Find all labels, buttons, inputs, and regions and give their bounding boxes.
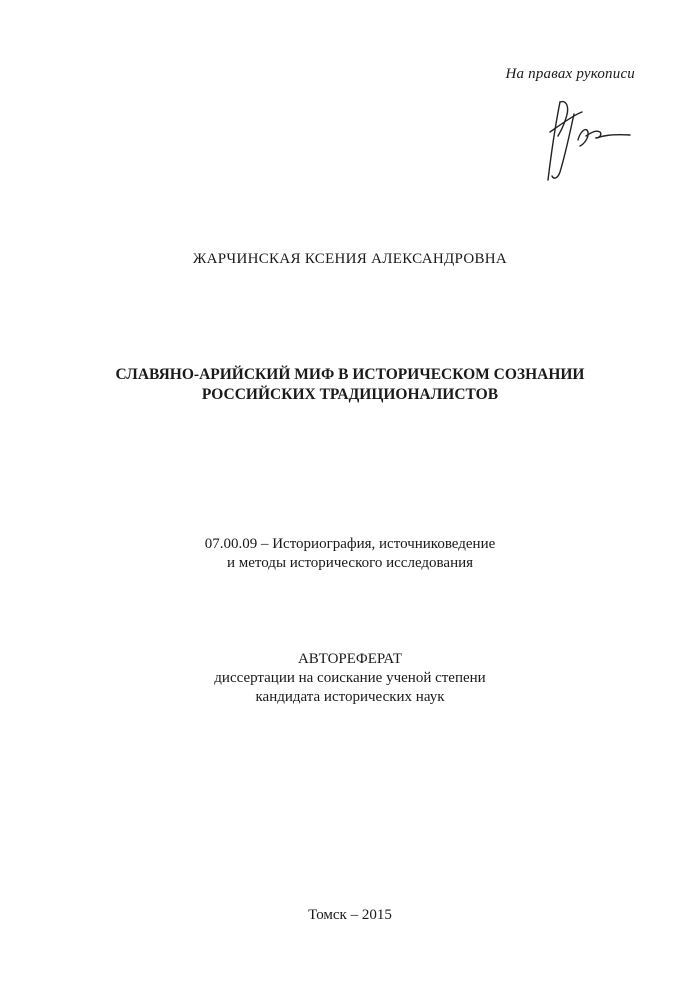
document-type-line-1: диссертации на соискание ученой степени <box>214 670 486 686</box>
manuscript-note: На правах рукописи <box>505 66 635 82</box>
thesis-title-line-1: СЛАВЯНО-АРИЙСКИЙ МИФ В ИСТОРИЧЕСКОМ СОЗНАНИИ <box>115 366 585 383</box>
document-type-line-2: кандидата исторических наук <box>255 689 445 705</box>
document-type-heading: АВТОРЕФЕРАТ <box>297 651 403 667</box>
author-name: ЖАРЧИНСКАЯ КСЕНИЯ АЛЕКСАНДРОВНА <box>192 251 508 267</box>
place-year: Томск – 2015 <box>308 907 392 923</box>
thesis-title-line-2: РОССИЙСКИХ ТРАДИЦИОНАЛИСТОВ <box>201 386 499 403</box>
signature-icon <box>530 92 640 187</box>
specialty-line-2: и методы исторического исследования <box>226 555 474 571</box>
thesis-title <box>0 365 700 405</box>
specialty <box>0 535 700 573</box>
specialty-line-1: 07.00.09 – Историография, источниковедение <box>204 536 496 552</box>
document-type <box>0 650 700 707</box>
